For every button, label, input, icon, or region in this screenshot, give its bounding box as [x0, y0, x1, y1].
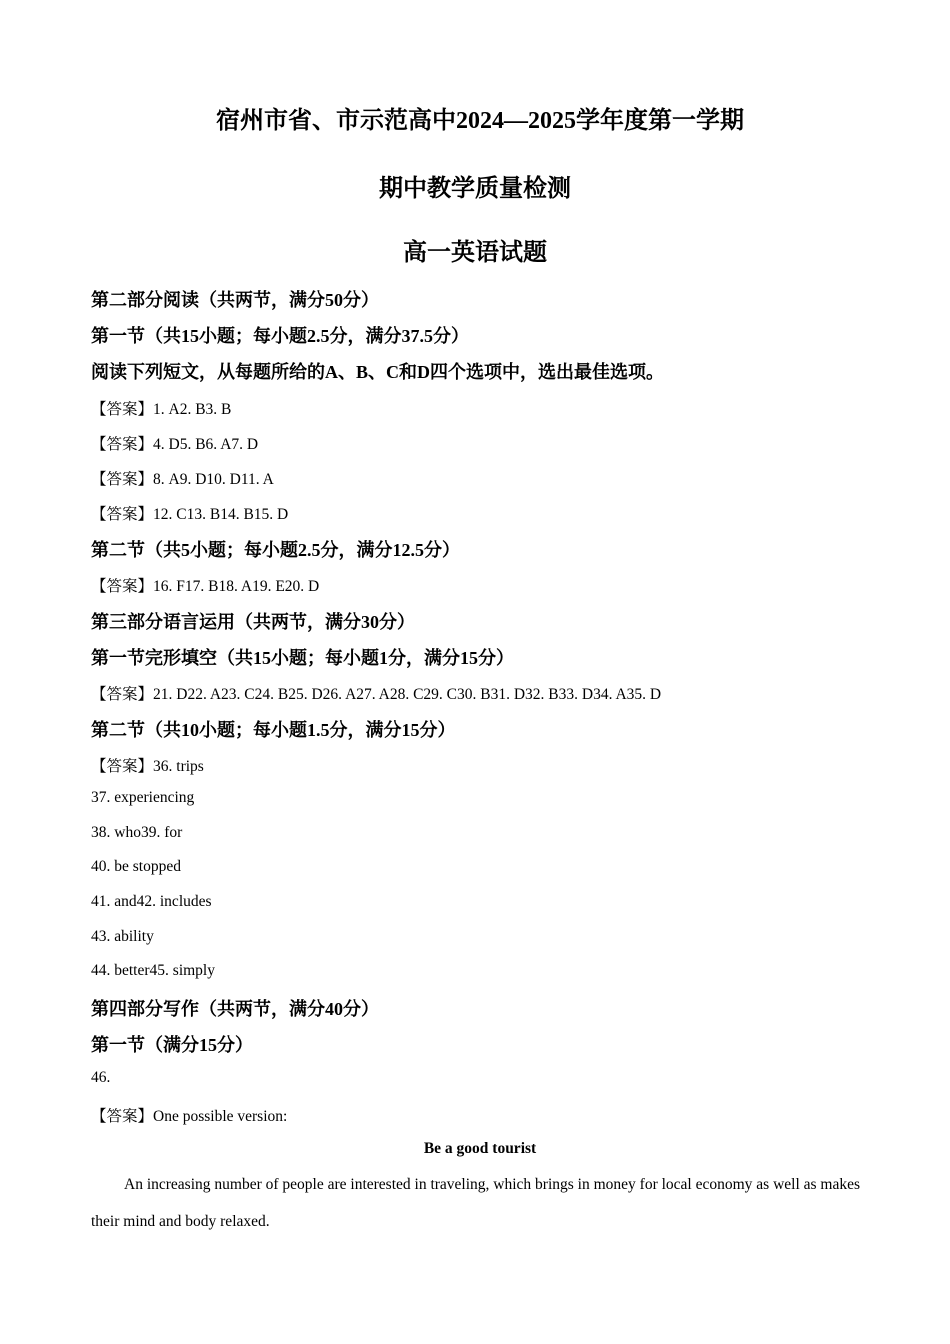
- answer-line: [91, 467, 274, 489]
- answer-prefix: 【答案】: [91, 471, 154, 488]
- essay-title: Be a good tourist: [423, 1140, 537, 1157]
- answer-prefix: 【答案】: [91, 1108, 154, 1125]
- answer-line: [91, 682, 661, 704]
- answer-text: 36. trips: [153, 758, 204, 775]
- answer-line: 38. who39. for: [91, 824, 183, 841]
- answer-prefix: 【答案】: [91, 578, 154, 595]
- doc-title-subject: 高一英语试题: [403, 240, 547, 266]
- answer-line: 44. better45. simply: [91, 962, 215, 979]
- answer-line: 37. experiencing: [91, 789, 195, 806]
- question-number: 46.: [91, 1069, 111, 1086]
- answer-line: [91, 502, 288, 524]
- answer-text: 21. D22. A23. C24. B25. D26. A27. A28. C29. C30. B31. D32. B33. D34. A35. D: [153, 686, 662, 703]
- answer-line: [91, 397, 231, 419]
- section-heading-part2: 第二部分阅读（共两节，满分50分）: [91, 290, 379, 310]
- answer-line: [91, 1104, 287, 1126]
- answer-text: 12. C13. B14. B15. D: [153, 506, 289, 523]
- section-heading-part3-sec1: 第一节完形填空（共15小题；每小题1分，满分15分）: [91, 648, 514, 668]
- essay-paragraph: An increasing number of people are interested in traveling, which brings in money for local economy as well as makes their mind and body relaxed.: [91, 1176, 861, 1230]
- answer-line: [91, 754, 204, 776]
- answer-line: 40. be stopped: [91, 858, 181, 875]
- answer-prefix: 【答案】: [91, 436, 154, 453]
- answer-text: 1. A2. B3. B: [153, 401, 232, 418]
- section-heading-part3-sec2: 第二节（共10小题；每小题1.5分，满分15分）: [91, 720, 456, 740]
- section-heading-part2-sec2: 第二节（共5小题；每小题2.5分，满分12.5分）: [91, 540, 460, 560]
- answer-text: One possible version:: [153, 1108, 288, 1125]
- answer-text: 8. A9. D10. D11. A: [153, 471, 274, 488]
- answer-line: [91, 574, 319, 596]
- section-heading-part4: 第四部分写作（共两节，满分40分）: [91, 999, 379, 1019]
- doc-title-school: 宿州市省、市示范高中2024—2025学年度第一学期: [216, 108, 744, 134]
- section-heading-part2-sec1: 第一节（共15小题；每小题2.5分，满分37.5分）: [91, 326, 469, 346]
- answer-prefix: 【答案】: [91, 506, 154, 523]
- answer-text: 4. D5. B6. A7. D: [153, 436, 259, 453]
- answer-line: 43. ability: [91, 928, 154, 945]
- answer-line: 41. and42. includes: [91, 893, 212, 910]
- answer-prefix: 【答案】: [91, 401, 154, 418]
- answer-prefix: 【答案】: [91, 758, 154, 775]
- answer-text: 16. F17. B18. A19. E20. D: [153, 578, 320, 595]
- answer-line: [91, 432, 258, 454]
- instruction-text: 阅读下列短文，从每题所给的A、B、C和D四个选项中，选出最佳选项。: [91, 362, 664, 382]
- doc-title-exam: 期中教学质量检测: [379, 176, 571, 202]
- answer-prefix: 【答案】: [91, 686, 154, 703]
- section-heading-part4-sec1: 第一节（满分15分）: [91, 1035, 253, 1055]
- section-heading-part3: 第三部分语言运用（共两节，满分30分）: [91, 612, 415, 632]
